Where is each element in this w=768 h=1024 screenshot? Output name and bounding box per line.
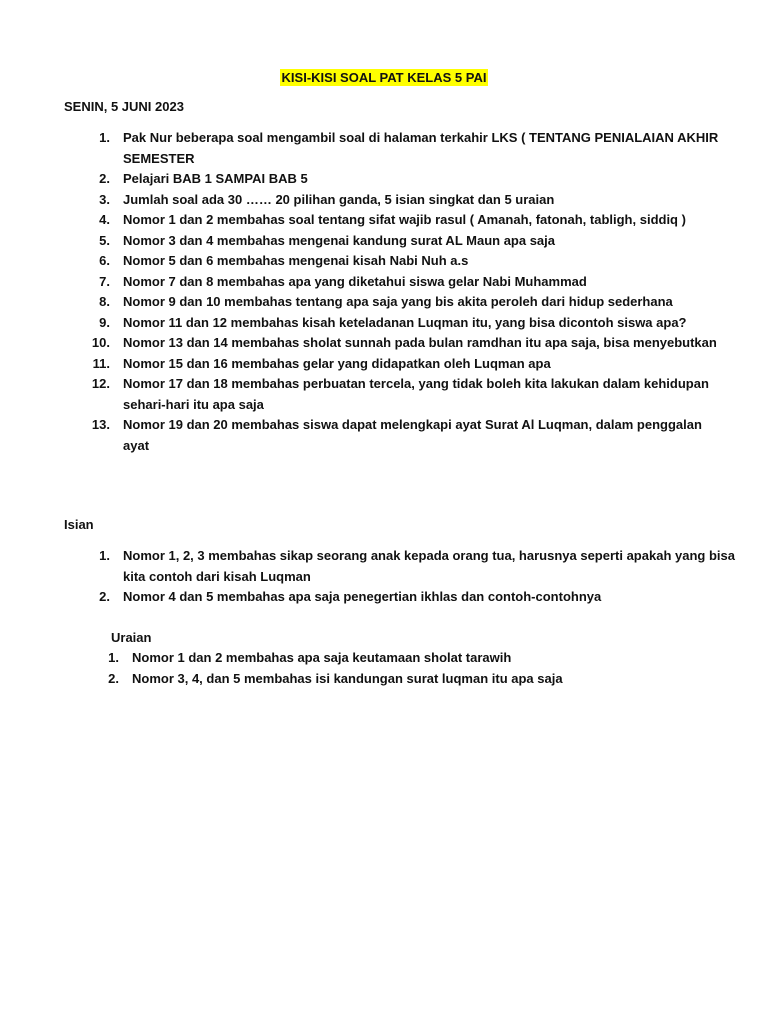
item-number: 13. [91,417,110,432]
item-number: 7. [99,273,110,289]
item-text: Nomor 17 dan 18 membahas perbuatan tercela, yang tidak boleh kita lakukan dalam kehidupan sehari-hari itu apa saja [123,376,709,412]
list-item [76,374,728,415]
main-list [76,128,728,456]
list-item [99,648,692,669]
list-item [76,313,728,334]
list-item [76,354,728,375]
item-text: Nomor 3, 4, dan 5 membahas isi kandungan surat luqman itu apa saja [132,670,563,686]
list-item [76,272,728,293]
item-number: 12. [91,376,110,391]
title-container [0,70,768,86]
list-item [76,333,728,354]
list-item [76,169,728,190]
isian-list [76,546,738,608]
list-item [76,210,728,231]
item-text: Pelajari BAB 1 SAMPAI BAB 5 [123,171,308,186]
item-text: Nomor 11 dan 12 membahas kisah keteladanan Luqman itu, yang bisa dicontoh siswa apa? [123,314,687,330]
item-text: Nomor 4 dan 5 membahas apa saja penegertian ikhlas dan contoh-contohnya [123,589,602,604]
item-number: 3. [99,191,110,207]
item-text: Nomor 1 dan 2 membahas apa saja keutamaan sholat tarawih [132,650,512,665]
list-item [76,128,728,169]
item-text: Nomor 15 dan 16 membahas gelar yang didapatkan oleh Luqman apa [123,355,551,371]
item-text: Nomor 9 dan 10 membahas tentang apa saja yang bis akita peroleh dari hidup sederhana [123,294,673,309]
item-text: Nomor 1, 2, 3 membahas sikap seorang anak kepada orang tua, harusnya seperti apakah yang bisa kita contoh dari kisah Luqman [123,548,735,584]
list-item [76,415,728,456]
uraian-list [99,648,692,689]
item-number: 10. [91,335,110,350]
item-text: Nomor 1 dan 2 membahas soal tentang sifat wajib rasul ( Amanah, fatonah, tabligh, siddiq ) [123,212,686,227]
item-text: Nomor 13 dan 14 membahas sholat sunnah pada bulan ramdhan itu apa saja, bisa menyebutkan [123,335,717,350]
item-text: Nomor 5 dan 6 membahas mengenai kisah Nabi Nuh a.s [123,253,469,268]
list-item [76,231,728,252]
item-number: 6. [99,253,110,268]
item-text: Nomor 19 dan 20 membahas siswa dapat melengkapi ayat Surat Al Luqman, dalam penggalan ayat [123,417,702,453]
item-text: Jumlah soal ada 30 …… 20 pilihan ganda, 5 isian singkat dan 5 uraian [123,191,555,207]
item-number: 2. [99,171,110,186]
item-number: 1. [108,650,119,665]
uraian-heading: Uraian [111,630,152,645]
item-text: Nomor 7 dan 8 membahas apa yang diketahui siswa gelar Nabi Muhammad [123,273,587,289]
item-text: Pak Nur beberapa soal mengambil soal di halaman terkahir LKS ( TENTANG PENIALAIAN AKHIR SEMESTER [123,130,719,166]
document-title: KISI-KISI SOAL PAT KELAS 5 PAI [281,70,487,85]
list-item [76,190,728,211]
list-item [76,251,728,272]
item-number: 1. [99,130,110,145]
list-item [76,546,738,587]
list-item [76,292,728,313]
isian-heading: Isian [64,517,94,532]
item-number: 2. [108,670,119,686]
item-number: 5. [99,232,110,248]
item-number: 1. [99,548,110,563]
item-number: 11. [92,355,110,371]
item-number: 8. [99,294,110,309]
item-number: 4. [99,212,110,227]
item-text: Nomor 3 dan 4 membahas mengenai kandung surat AL Maun apa saja [123,232,556,248]
list-item [76,587,738,608]
item-number: 2. [99,589,110,604]
document-date: SENIN, 5 JUNI 2023 [64,99,184,114]
item-number: 9. [99,314,110,330]
list-item [99,669,692,690]
